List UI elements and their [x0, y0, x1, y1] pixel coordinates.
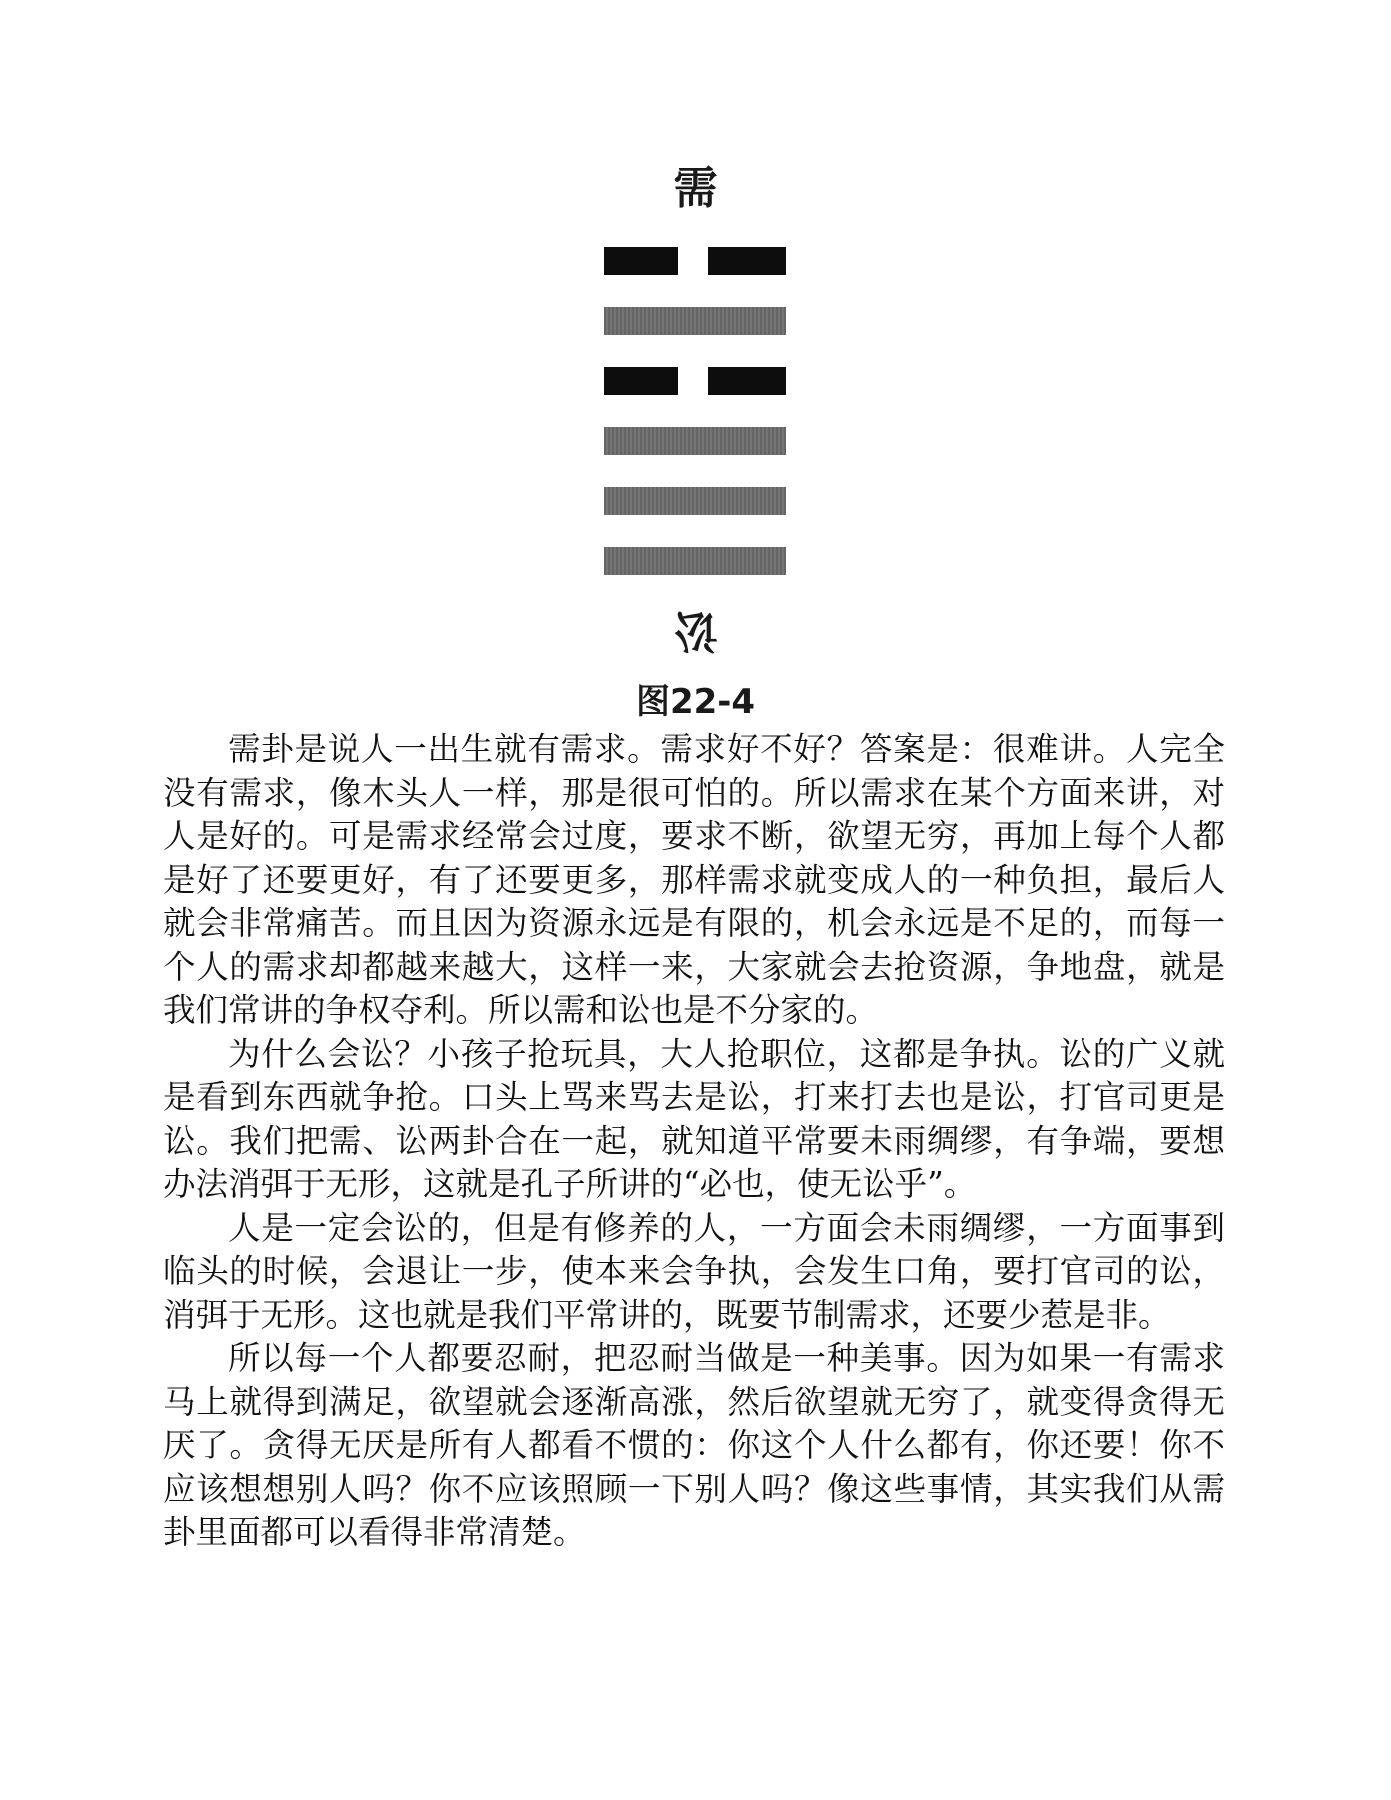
hexagram-line-1: [604, 247, 786, 275]
hexagram-line-5: [604, 487, 786, 515]
lower-label-text: 讼: [673, 605, 718, 656]
line-segment: [604, 307, 786, 335]
line-segment: [604, 367, 678, 395]
hexagram-line-4: [604, 427, 786, 455]
line-segment: [708, 367, 786, 395]
upper-hexagram-label: 需: [673, 163, 718, 214]
line-segment: [604, 247, 678, 275]
paragraph: 人是一定会讼的，但是有修养的人，一方面会未雨绸缪，一方面事到临头的时候，会退让一步，使本来会争执，会发生口角，要打官司的讼，消弭于无形。这也就是我们平常讲的，既要节制需求，还要少惹是非。: [163, 1208, 1225, 1334]
paragraph: 为什么会讼？小孩子抢玩具，大人抢职位，这都是争执。讼的广义就是看到东西就争抢。口头上骂来骂去是讼，打来打去也是讼，打官司更是讼。我们把需、讼两卦合在一起，就知道平常要未雨绸缪，有争端，要想办法消弭于无形，这就是孔子所讲的“必也，使无讼乎”。: [163, 1034, 1225, 1203]
line-segment: [604, 487, 786, 515]
paragraph: 需卦是说人一出生就有需求。需求好不好？答案是：很难讲。人完全没有需求，像木头人一样，那是很可怕的。所以需求在某个方面来讲，对人是好的。可是需求经常会过度，要求不断，欲望无穷，再加上每个人都是好了还要更好，有了还要更多，那样需求就变成人的一种负担，最后人就会非常痛苦。而且因为资源永远是有限的，机会永远是不足的，而每一个人的需求却都越来越大，这样一来，大家就会去抢资源，争地盘，就是我们常讲的争权夺利。所以需和讼也是不分家的。: [163, 730, 1225, 1029]
figure-caption: 图22-4: [635, 682, 756, 722]
hexagram-line-2: [604, 307, 786, 335]
paragraph: 所以每一个人都要忍耐，把忍耐当做是一种美事。因为如果一有需求马上就得到满足，欲望就会逐渐高涨，然后欲望就无穷了，就变得贪得无厌了。贪得无厌是所有人都看不惯的：你这个人什么都有，你还要！你不应该想想别人吗？你不应该照顾一下别人吗？像这些事情，其实我们从需卦里面都可以看得非常清楚。: [163, 1339, 1225, 1551]
line-segment: [604, 427, 786, 455]
hexagram-line-3: [604, 367, 786, 395]
lower-hexagram-label: [0, 604, 1391, 656]
line-segment: [708, 247, 786, 275]
hexagram-diagram: [604, 247, 786, 577]
line-segment: [604, 547, 786, 575]
hexagram-line-6: [604, 547, 786, 575]
body-text: [163, 728, 1225, 1555]
hexagram-figure: [0, 0, 1391, 720]
